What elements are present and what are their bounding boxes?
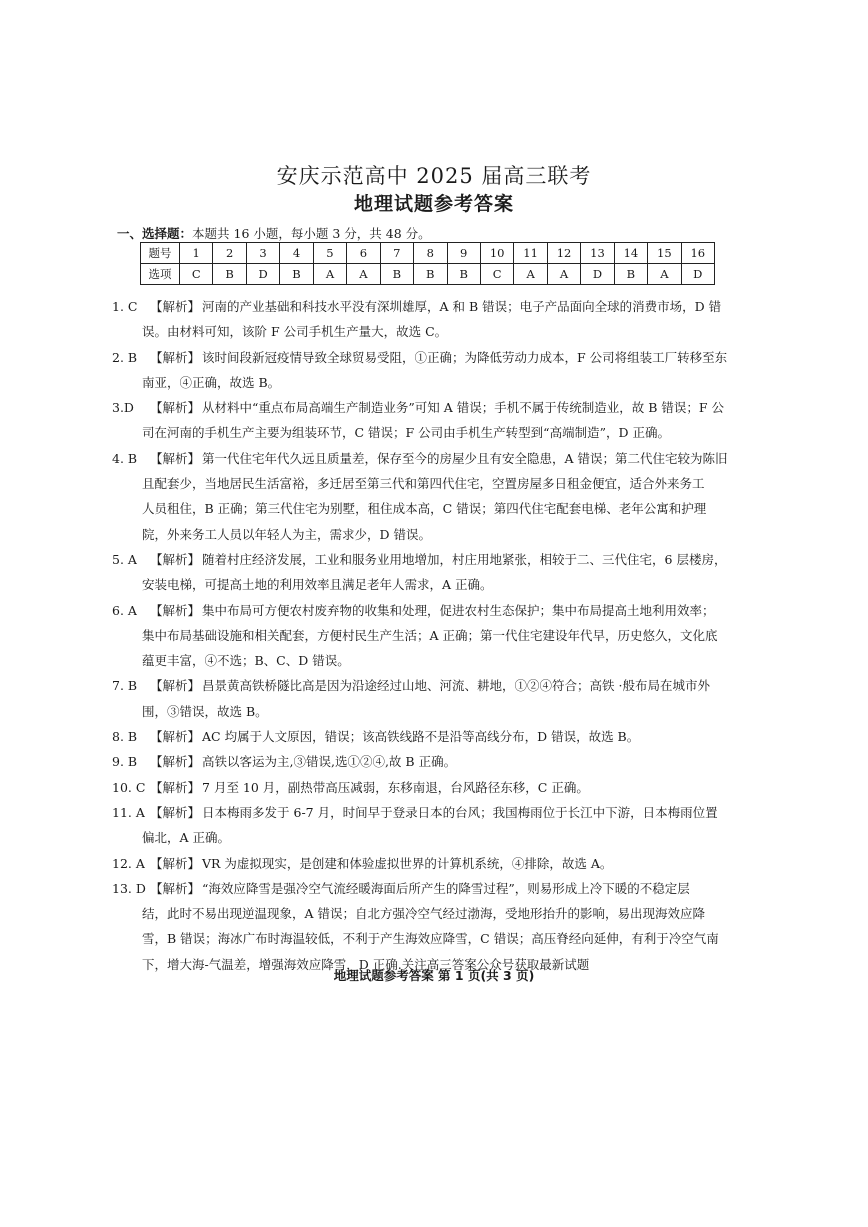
section-text: 本题共 16 小题，每小题 3 分，共 48 分。: [192, 226, 431, 241]
question-number-cell: 8: [414, 243, 447, 264]
analysis-tag: 【解析】: [150, 551, 201, 567]
item-text: 集中布局可方便农村废弃物的收集和处理，促进农村生态保护；集中布局提高土地利用效率；: [202, 602, 715, 618]
item-text: 从材料中“重点布局高端生产制造业务”可知 A 错误；手机不属于传统制造业，故 B 错误；F 公: [202, 400, 725, 416]
item-number: 10. C: [112, 779, 146, 795]
item-continuation: 误。由材料可知，该阶 F 公司手机生产量大，故选 C。: [142, 324, 448, 340]
answer-cell: D: [681, 264, 714, 285]
list-item: [112, 749, 757, 774]
item-number: 3.D: [112, 400, 134, 416]
question-number-cell: 7: [380, 243, 413, 264]
item-first-line: [112, 876, 757, 901]
item-number: 2. B: [112, 349, 138, 365]
item-number: 13. D: [112, 880, 146, 896]
question-number-cell: 13: [581, 243, 614, 264]
item-first-line: [112, 724, 757, 749]
answer-cell: B: [447, 264, 480, 285]
item-text: 高铁以客运为主,③错误,选①②④,故 B 正确。: [202, 754, 457, 770]
analysis-tag: 【解析】: [150, 729, 201, 745]
item-first-line: [112, 800, 757, 825]
item-first-line: [112, 395, 757, 420]
question-number-row: [141, 243, 715, 264]
item-first-line: [112, 446, 757, 471]
answer-cell: A: [547, 264, 580, 285]
answer-cell: D: [581, 264, 614, 285]
analysis-tag: 【解析】: [150, 754, 201, 770]
answer-cell: A: [514, 264, 547, 285]
item-continuation: 南亚，④正确，故选 B。: [142, 374, 281, 390]
answer-cell: B: [280, 264, 313, 285]
analysis-tag: 【解析】: [150, 400, 201, 416]
item-first-line: [112, 851, 757, 876]
item-continuation: 院，外来务工人员以年轻人为主，需求少，D 错误。: [142, 526, 431, 542]
list-item: [112, 547, 757, 598]
question-number-cell: 2: [213, 243, 246, 264]
item-continuation: 集中布局基础设施和相关配套，方便村民生产生活；A 正确；第一代住宅建设年代早，历史悠久，文化底: [142, 627, 718, 643]
analysis-tag: 【解析】: [150, 299, 201, 314]
question-number-cell: 1: [180, 243, 213, 264]
answer-cell: B: [614, 264, 647, 285]
list-item: [112, 598, 757, 674]
answer-cell: B: [380, 264, 413, 285]
analysis-tag: 【解析】: [150, 779, 201, 795]
explanation-list: [112, 294, 757, 977]
question-number-cell: 15: [648, 243, 681, 264]
list-item: [112, 673, 757, 724]
analysis-tag: 【解析】: [150, 678, 201, 694]
list-item: [112, 395, 757, 446]
analysis-tag: 【解析】: [150, 602, 201, 618]
item-text: 该时间段新冠疫情导致全球贸易受阻，①正确；为降低劳动力成本，F 公司将组装工厂转移至东: [202, 349, 728, 365]
item-first-line: [112, 749, 757, 774]
question-number-cell: 10: [480, 243, 513, 264]
item-number: 6. A: [112, 602, 137, 618]
item-continuation: 下，增大海-气温差，增强海效应降雪，D 正确.关注高三答案公众号获取最新试题: [142, 956, 590, 972]
item-number: 7. B: [112, 678, 138, 694]
item-continuation: 围，③错误，故选 B。: [142, 703, 268, 719]
list-item: [112, 294, 757, 345]
answer-cell: A: [313, 264, 346, 285]
item-number: 11. A: [112, 804, 145, 820]
answer-cell: A: [648, 264, 681, 285]
answer-cell: A: [347, 264, 380, 285]
item-continuation: 偏北，A 正确。: [142, 830, 231, 846]
item-first-line: [112, 345, 757, 370]
list-item: [112, 446, 757, 547]
answer-cell: B: [213, 264, 246, 285]
item-number: 1. C: [112, 299, 138, 314]
item-text: 第一代住宅年代久远且质量差，保存至今的房屋少且有安全隐患，A 错误；第二代住宅较为陈旧: [202, 450, 728, 466]
item-first-line: [112, 294, 757, 319]
question-number-cell: 4: [280, 243, 313, 264]
item-text: 7 月至 10 月，副热带高压减弱，东移南退，台风路径东移，C 正确。: [202, 779, 589, 795]
item-first-line: [112, 547, 757, 572]
item-text: AC 均属于人文原因，错误；该高铁线路不是沿等高线分布，D 错误，故选 B。: [202, 729, 640, 745]
question-number-cell: 6: [347, 243, 380, 264]
item-text: “海效应降雪是强冷空气流经暖海面后所产生的降雪过程”，则易形成上冷下暖的不稳定层: [202, 880, 690, 896]
list-item: [112, 851, 757, 876]
item-number: 5. A: [112, 551, 137, 567]
row-label-answer: 选项: [141, 264, 180, 285]
question-number-cell: 5: [313, 243, 346, 264]
item-text: VR 为虚拟现实，是创建和体验虚拟世界的计算机系统，④排除，故选 A。: [202, 855, 613, 871]
page-footer: 地理试题参考答案 第 1 页(共 3 页): [333, 968, 535, 983]
analysis-tag: 【解析】: [150, 855, 201, 871]
analysis-tag: 【解析】: [150, 880, 201, 896]
item-continuation: 雪，B 错误；海冰广布时海温较低，不利于产生海效应降雪，C 错误；高压脊经向延伸，有利于冷空气南: [142, 931, 719, 947]
item-continuation: 蕴更丰富，④不选；B、C、D 错误。: [142, 653, 350, 669]
document-subtitle: 地理试题参考答案: [353, 193, 514, 215]
question-number-cell: 3: [246, 243, 279, 264]
list-item: [112, 724, 757, 749]
question-number-cell: 12: [547, 243, 580, 264]
item-first-line: [112, 775, 757, 800]
item-continuation: 且配套少，当地居民生活富裕，多迁居至第三代和第四代住宅，空置房屋多日租金便宜，适合外来务工: [142, 476, 705, 492]
item-text: 随着村庄经济发展，工业和服务业用地增加，村庄用地紧张，相较于二、三代住宅，6 层楼房，: [202, 551, 727, 567]
question-number-cell: 16: [681, 243, 714, 264]
analysis-tag: 【解析】: [150, 804, 201, 820]
section-heading: [117, 224, 431, 242]
item-number: 12. A: [112, 855, 145, 871]
list-item: [112, 345, 757, 396]
item-text: 昌景黄高铁桥隧比高是因为沿途经过山地、河流、耕地，①②④符合；高铁 ·般布局在城市外: [202, 678, 710, 694]
item-number: 8. B: [112, 729, 138, 745]
answer-table: [140, 242, 715, 285]
exam-title: 安庆示范高中 2025 届高三联考: [276, 164, 592, 188]
item-first-line: [112, 673, 757, 698]
analysis-tag: 【解析】: [150, 450, 201, 466]
analysis-tag: 【解析】: [150, 349, 201, 365]
question-number-cell: 9: [447, 243, 480, 264]
list-item: [112, 876, 757, 977]
section-label: 一、选择题：: [117, 226, 193, 241]
item-number: 9. B: [112, 754, 138, 770]
item-continuation: 人员租住，B 正确；第三代住宅为别墅，租住成本高，C 错误；第四代住宅配套电梯、老年公寓和护理: [142, 501, 707, 517]
item-text: 河南的产业基础和科技水平没有深圳雄厚，A 和 B 错误；电子产品面向全球的消费市场，D 错: [202, 299, 722, 314]
row-label-number: 题号: [141, 243, 180, 264]
answer-cell: C: [180, 264, 213, 285]
answer-cell: C: [480, 264, 513, 285]
item-number: 4. B: [112, 450, 138, 466]
answer-row: [141, 264, 715, 285]
item-first-line: [112, 598, 757, 623]
item-continuation: 司在河南的手机生产主要为组装环节，C 错误；F 公司由手机生产转型到“高端制造”，D 正确。: [142, 425, 670, 441]
item-text: 日本梅雨多发于 6-7 月，时间早于登录日本的台风；我国梅雨位于长江中下游，日本梅雨位置: [202, 804, 718, 820]
item-continuation: 结，此时不易出现逆温现象，A 错误；自北方强冷空气经过渤海，受地形抬升的影响，易出现海效应降: [142, 906, 706, 922]
item-continuation: 安装电梯，可提高土地的利用效率且满足老年人需求，A 正确。: [142, 577, 493, 593]
question-number-cell: 14: [614, 243, 647, 264]
answer-cell: B: [414, 264, 447, 285]
question-number-cell: 11: [514, 243, 547, 264]
list-item: [112, 775, 757, 800]
answer-cell: D: [246, 264, 279, 285]
list-item: [112, 800, 757, 851]
